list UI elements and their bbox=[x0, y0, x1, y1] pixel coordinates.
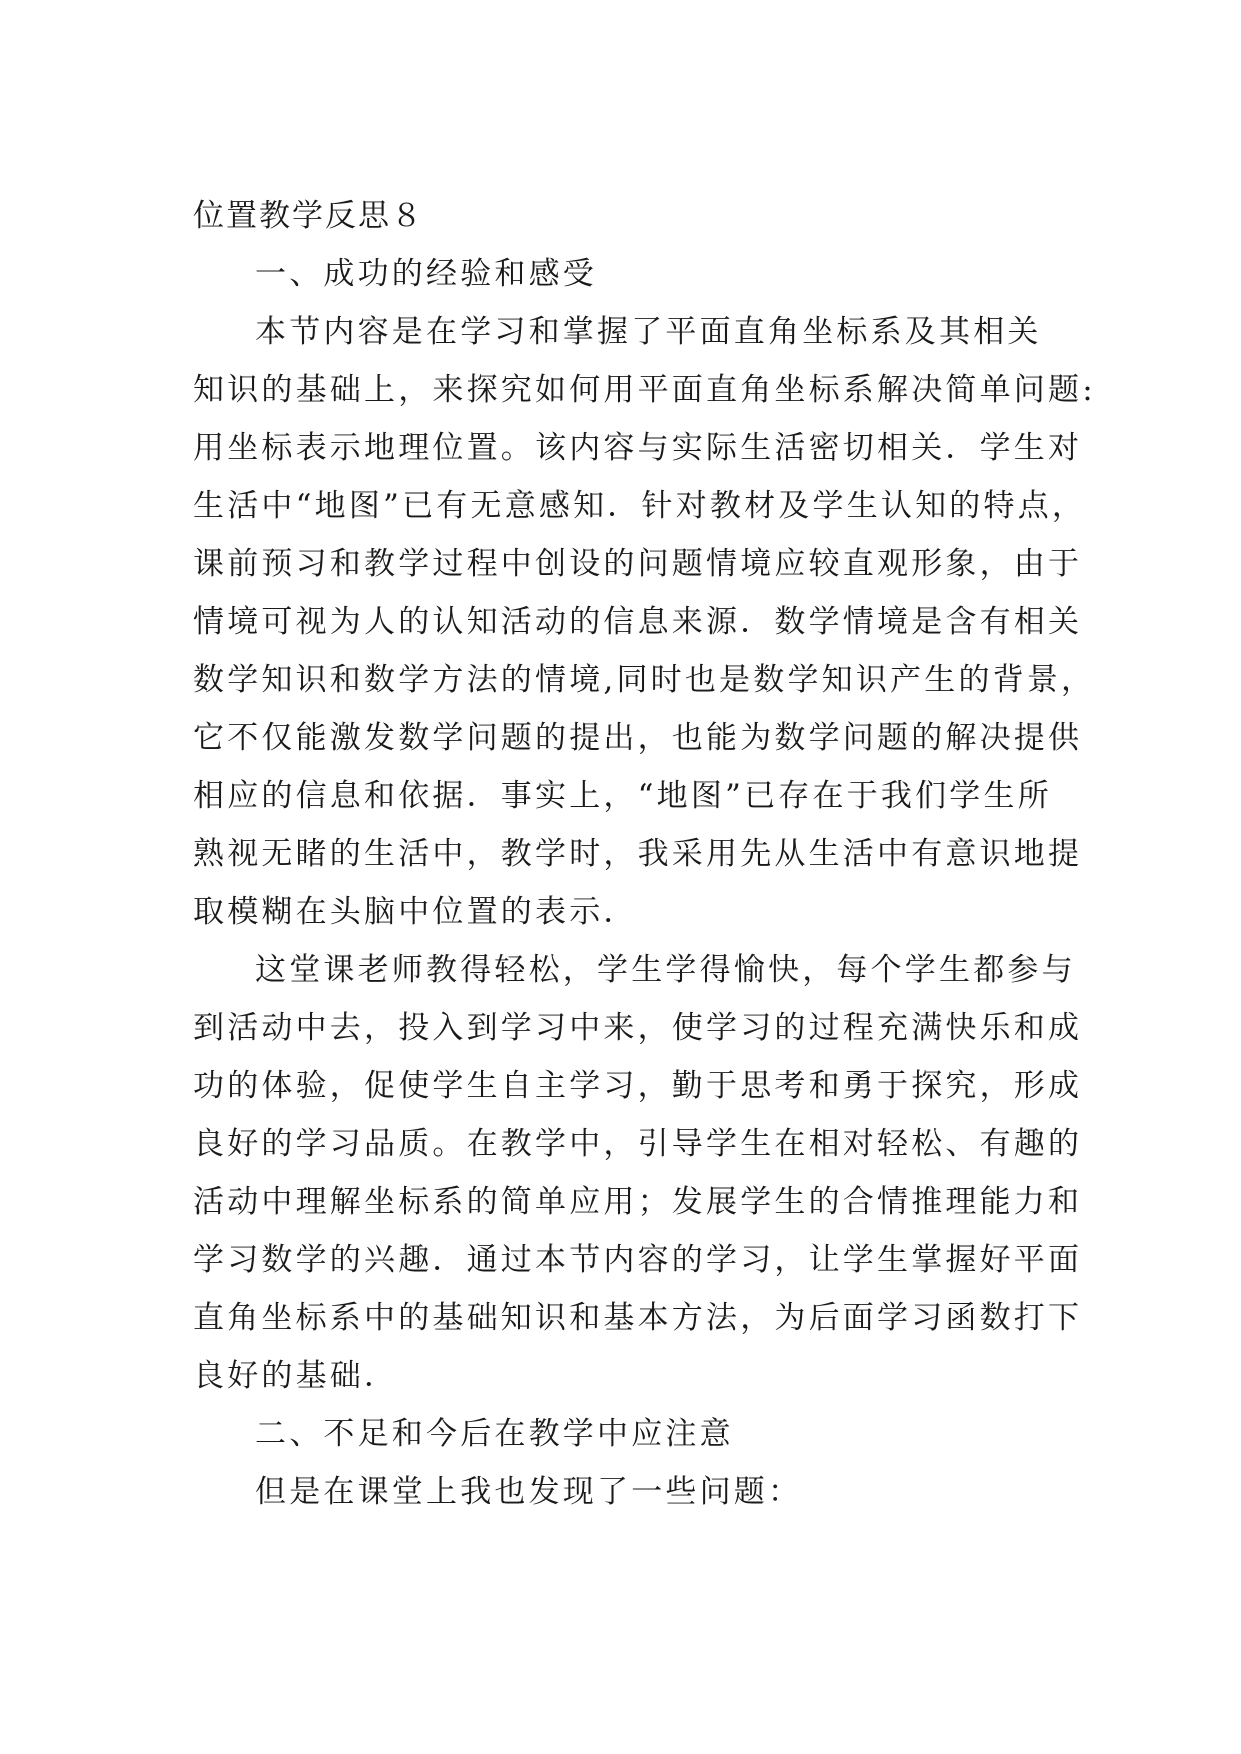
paragraph-line: 生活中“地图”已有无意感知．针对教材及学生认知的特点， bbox=[193, 488, 1087, 524]
paragraph-line: 课前预习和教学过程中创设的问题情境应较直观形象，由于 bbox=[193, 546, 1083, 582]
paragraph-line: 到活动中去，投入到学习中来，使学习的过程充满快乐和成 bbox=[193, 1010, 1083, 1046]
paragraph-line: 功的体验，促使学生自主学习，勤于思考和勇于探究，形成 bbox=[193, 1068, 1083, 1104]
paragraph-line: 直角坐标系中的基础知识和基本方法，为后面学习函数打下 bbox=[193, 1300, 1083, 1336]
document-title: 位置教学反思８ bbox=[193, 198, 424, 234]
section-heading-2: 二、不足和今后在教学中应注意 bbox=[255, 1416, 734, 1452]
paragraph-line: 相应的信息和依据．事实上，“地图”已存在于我们学生所 bbox=[193, 778, 1052, 814]
paragraph-line: 用坐标表示地理位置。该内容与实际生活密切相关．学生对 bbox=[193, 430, 1083, 466]
paragraph-line: 良好的学习品质。在教学中，引导学生在相对轻松、有趣的 bbox=[193, 1126, 1083, 1162]
paragraph-line: 这堂课老师教得轻松，学生学得愉快，每个学生都参与 bbox=[255, 952, 1076, 988]
paragraph-line: 情境可视为人的认知活动的信息来源．数学情境是含有相关 bbox=[193, 604, 1083, 640]
paragraph-line: 但是在课堂上我也发现了一些问题： bbox=[255, 1474, 803, 1510]
paragraph-line: 学习数学的兴趣．通过本节内容的学习，让学生掌握好平面 bbox=[193, 1242, 1083, 1278]
paragraph-line: 活动中理解坐标系的简单应用；发展学生的合情推理能力和 bbox=[193, 1184, 1083, 1220]
paragraph-line: 数学知识和数学方法的情境,同时也是数学知识产生的背景， bbox=[193, 662, 1096, 698]
paragraph-line: 它不仅能激发数学问题的提出，也能为数学问题的解决提供 bbox=[193, 720, 1083, 756]
paragraph-line: 良好的基础． bbox=[193, 1358, 399, 1394]
paragraph-line: 熟视无睹的生活中，教学时，我采用先从生活中有意识地提 bbox=[193, 836, 1083, 872]
section-heading-1: 一、成功的经验和感受 bbox=[255, 256, 597, 292]
paragraph-line: 知识的基础上，来探究如何用平面直角坐标系解决简单问题: bbox=[193, 372, 1096, 408]
paragraph-line: 取模糊在头脑中位置的表示． bbox=[193, 894, 638, 930]
paragraph-line: 本节内容是在学习和掌握了平面直角坐标系及其相关 bbox=[255, 314, 1042, 350]
